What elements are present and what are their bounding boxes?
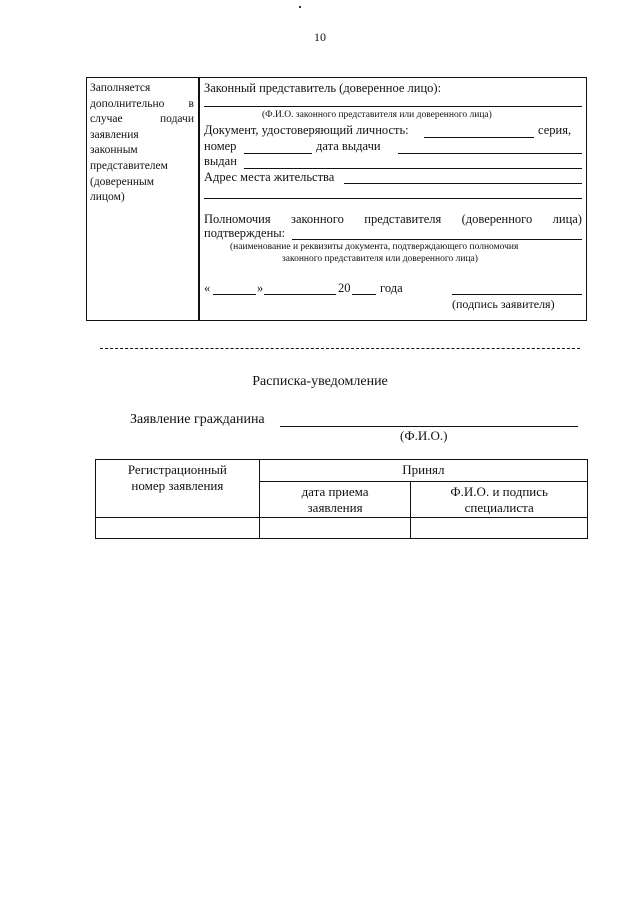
signature-caption: (подпись заявителя) bbox=[452, 297, 555, 311]
authority-word: Полномочия bbox=[204, 212, 271, 226]
number-field[interactable] bbox=[244, 153, 312, 154]
date-header bbox=[259, 482, 411, 518]
reg-number-cell[interactable] bbox=[96, 518, 260, 539]
number-label: номер bbox=[204, 139, 237, 153]
authority-caption-2: законного представителя или доверенного лица) bbox=[282, 254, 478, 264]
specialist-header bbox=[411, 482, 588, 518]
date-cell[interactable] bbox=[259, 518, 411, 539]
reg-number-header-line: номер заявления bbox=[131, 478, 224, 493]
day-field[interactable] bbox=[213, 294, 256, 295]
specialist-header-line: Ф.И.О. и подпись bbox=[450, 484, 548, 499]
left-note-line: представителем bbox=[90, 159, 168, 172]
year-field[interactable] bbox=[352, 294, 376, 295]
specialist-header-line: специалиста bbox=[464, 500, 534, 515]
reg-number-header-line: Регистрационный bbox=[127, 462, 227, 477]
authority-word: представителя bbox=[364, 212, 442, 226]
series-label: серия, bbox=[538, 123, 572, 137]
legal-rep-caption: (Ф.И.О. законного представителя или доверенного лица) bbox=[262, 110, 492, 120]
receipt-title: Расписка-уведомление bbox=[252, 374, 388, 389]
date-header-line: дата приема bbox=[301, 484, 369, 499]
left-note bbox=[90, 81, 194, 206]
left-note-line: законным bbox=[90, 144, 138, 157]
legal-rep-name-field[interactable] bbox=[204, 106, 582, 107]
address-field-continued[interactable] bbox=[204, 198, 582, 199]
year-prefix: 20 bbox=[338, 281, 351, 295]
cut-line bbox=[100, 348, 580, 349]
id-doc-label: Документ, удостоверяющий личность: bbox=[204, 123, 409, 137]
citizen-label: Заявление гражданина bbox=[130, 412, 265, 427]
date-close-quote: » bbox=[257, 281, 264, 295]
registration-table bbox=[95, 459, 588, 539]
issued-by-label: выдан bbox=[204, 154, 237, 168]
box-divider bbox=[198, 77, 200, 321]
authority-confirmed-label: подтверждены: bbox=[204, 226, 286, 240]
address-label: Адрес места жительства bbox=[204, 170, 335, 184]
issue-date-field[interactable] bbox=[398, 153, 582, 154]
signature-field[interactable] bbox=[452, 294, 582, 295]
issue-date-label: дата выдачи bbox=[316, 139, 381, 153]
specialist-cell[interactable] bbox=[411, 518, 588, 539]
date-open-quote: « bbox=[204, 281, 211, 295]
left-note-line: Заполняется bbox=[90, 82, 151, 94]
legal-rep-label: Законный представитель (доверенное лицо): bbox=[204, 81, 442, 95]
authority-doc-field[interactable] bbox=[292, 239, 582, 240]
authority-caption-1: (наименование и реквизиты документа, подтверждающего полномочия bbox=[230, 242, 519, 252]
date-header-line: заявления bbox=[307, 500, 363, 515]
id-doc-field[interactable] bbox=[424, 137, 534, 138]
left-note-line: лицом) bbox=[90, 191, 125, 204]
year-suffix: года bbox=[380, 281, 403, 295]
left-note-line: заявления bbox=[90, 128, 139, 141]
page-number: 10 bbox=[314, 30, 326, 44]
accepted-header: Принял bbox=[259, 460, 587, 482]
scan-speck bbox=[299, 6, 301, 8]
authority-word: законного bbox=[291, 212, 344, 226]
month-field[interactable] bbox=[264, 294, 336, 295]
reg-number-header bbox=[96, 460, 260, 518]
left-note-line: (доверенным bbox=[90, 175, 155, 188]
left-note-line: случае подачи bbox=[90, 113, 194, 126]
issued-by-field[interactable] bbox=[244, 168, 582, 169]
authority-word: лица) bbox=[552, 212, 582, 226]
left-note-line: дополнительно в bbox=[90, 97, 194, 110]
address-field[interactable] bbox=[344, 183, 582, 184]
citizen-name-field[interactable] bbox=[280, 426, 578, 427]
authority-word: (доверенного bbox=[461, 212, 533, 226]
authority-line bbox=[204, 212, 582, 227]
fio-caption: (Ф.И.О.) bbox=[400, 428, 448, 443]
